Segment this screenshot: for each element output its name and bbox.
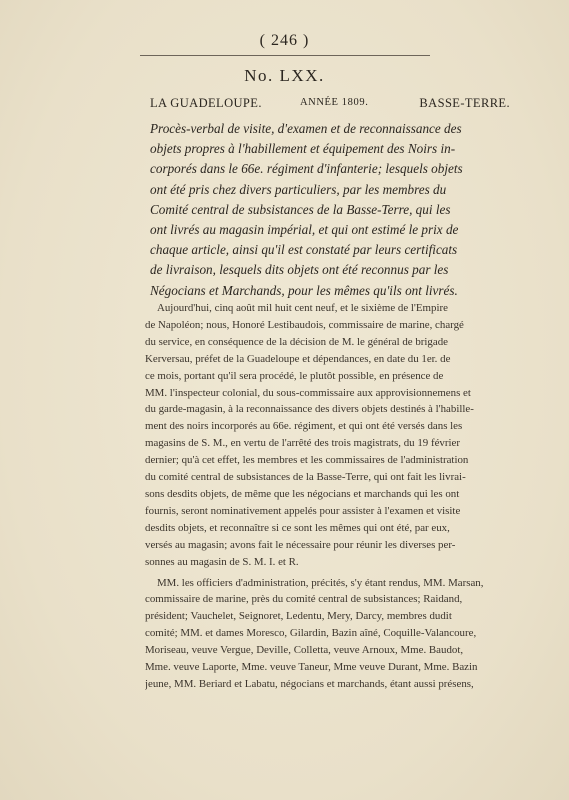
title-line: Comité central de subsistances de la Basse-Terre, qui les — [150, 201, 451, 217]
body-line: MM. l'inspecteur colonial, du sous-commissaire aux approvisionnemens et — [145, 386, 471, 399]
title-line: Négocians et Marchands, pour les mêmes qu'ils ont livrés. — [150, 282, 458, 298]
body-line: sonnes au magasin de S. M. I. et R. — [145, 555, 299, 568]
title-line: chaque article, ainsi qu'il est constaté par leurs certificats — [150, 242, 458, 258]
body-line: dernier; qu'à cet effet, les membres et les commissaires de l'administration — [145, 454, 469, 467]
body-line: du comité central de subsistances de la Basse-Terre, qui ont fait les livrai- — [145, 471, 466, 484]
body-line: Moriseau, veuve Vergue, Deville, Colletta, veuve Arnoux, Mme. Baudot, — [145, 644, 464, 657]
header-colony: LA GUADELOUPE. — [150, 96, 262, 110]
body-line: Aujourd'hui, cinq août mil huit cent neuf, et le sixième de l'Empire — [157, 302, 448, 314]
paragraph-2 — [145, 575, 513, 693]
body-line: ce mois, portant qu'il sera procédé, le plutôt possible, en présence de — [145, 369, 444, 382]
header-rule — [140, 55, 430, 56]
body-line: jeune, MM. Beriard et Labatu, négocians et marchands, étant aussi présens, — [145, 677, 474, 690]
page-number: ( 246 ) — [259, 32, 310, 49]
body-line: de Napoléon; nous, Honoré Lestibaudois, commissaire de marine, chargé — [145, 318, 464, 331]
body-line: MM. les officiers d'administration, précités, s'y étant rendus, MM. Marsan, — [157, 576, 484, 589]
body-line: desdits objets, et reconnaître si ce sont les mêmes qui ont été, par eux, — [145, 521, 450, 534]
body-line: ment des noirs incorporés au 66e. régiment, et qui ont été versés dans les — [145, 420, 463, 433]
document-number: No. LXX. — [244, 66, 325, 85]
body-line: versés au magasin; avons fait le nécessaire pour réunir les diverses per- — [145, 538, 456, 551]
document-title — [150, 119, 512, 301]
body-line: commissaire de marine, près du comité central de subsistances; Raidand, — [145, 593, 463, 606]
body-line: Kerversau, préfet de la Guadeloupe et dépendances, en date du 1er. de — [145, 352, 451, 365]
title-line: Procès-verbal de visite, d'examen et de reconnaissance des — [150, 121, 462, 136]
body-line: magasins de S. M., en vertu de l'arrêté des trois magistrats, du 19 février — [145, 437, 460, 450]
header-place: BASSE-TERRE. — [419, 96, 510, 110]
title-line: objets propres à l'habillement et équipement des Noirs in- — [150, 141, 456, 157]
body-line: fournis, seront nominativement appelés pour assister à l'examen et visite — [145, 504, 461, 517]
body-line: président; Vauchelet, Seignoret, Ledentu, Mery, Darcy, membres dudit — [145, 610, 452, 623]
body-line: comité; MM. et dames Moresco, Gilardin, Bazin aîné, Coquille-Valancoure, — [145, 627, 477, 640]
body-line: du service, en conséquence de la décision de M. le général de brigade — [145, 335, 448, 348]
title-line: de livraison, lesquels dits objets ont été reconnus par les — [150, 262, 449, 278]
running-header — [150, 96, 510, 114]
title-line: ont livrés au magasin impérial, et qui ont estimé le prix de — [150, 222, 459, 238]
body-line: du garde-magasin, à la reconnaissance des divers objets destinés à l'habille- — [145, 403, 474, 416]
title-line: ont été pris chez divers particuliers, par les membres du — [150, 181, 447, 197]
header-year: ANNÉE 1809. — [300, 97, 369, 108]
document-body — [145, 300, 513, 693]
title-line: corporés dans le 66e. régiment d'infanterie; lesquels objets — [150, 161, 463, 177]
body-line: Mme. veuve Laporte, Mme. veuve Taneur, Mme veuve Durant, Mme. Bazin — [145, 661, 478, 674]
body-line: sons desdits objets, de même que les négocians et marchands qui les ont — [145, 487, 460, 500]
paragraph-1 — [145, 300, 513, 571]
